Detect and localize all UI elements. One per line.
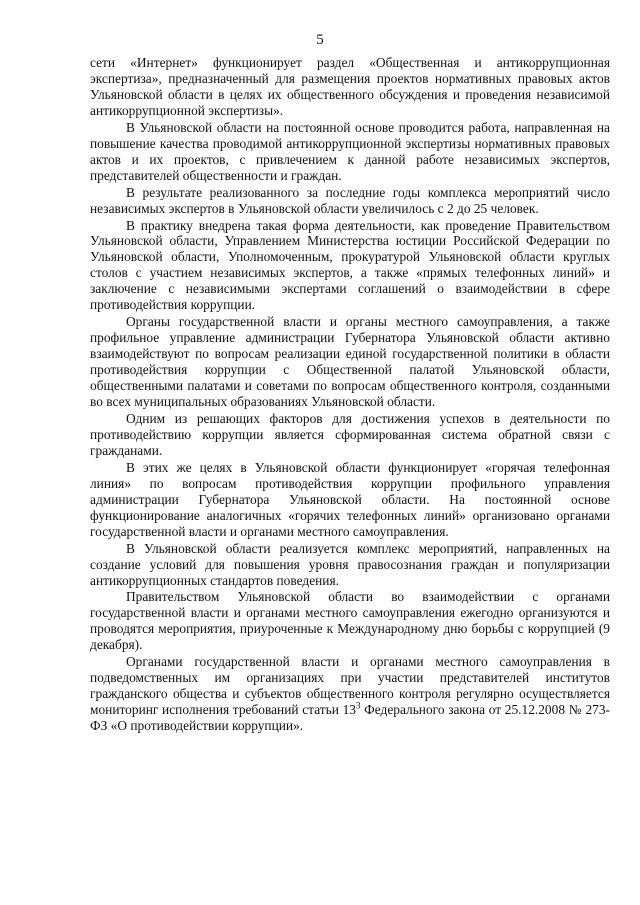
- paragraph-1: сети «Интернет» функционирует раздел «Общественная и антикоррупционная экспертиза», предназначенный для размещения проектов нормативных правовых актов Ульяновской области в целях их общественного обсуждения и проведения независимой антикоррупционной экспертизы».: [90, 55, 610, 118]
- paragraph-6: Одним из решающих факторов для достижения успехов в деятельности по противодействию коррупции является сформированная система обратной связи с гражданами.: [90, 410, 610, 458]
- paragraph-9: Правительством Ульяновской области во взаимодействии с органами государственной власти и органами местного самоуправления ежегодно организуются и проводятся мероприятия, приуроченные к Международному дню борьбы с коррупцией (9 декабря).: [90, 589, 610, 653]
- paragraph-3: В результате реализованного за последние годы комплекса мероприятий число независимых экспертов в Ульяновской области увеличилось с 2 до 25 человек.: [90, 184, 610, 216]
- paragraph-10: [90, 654, 610, 734]
- paragraph-10-tail: Федерального закона от 25.12.2008 № 273-ФЗ «О противодействии коррупции».: [90, 702, 611, 734]
- paragraph-2: В Ульяновской области на постоянной основе проводится работа, направленная на повышение качества проводимой антикоррупционной экспертизы нормативных правовых актов и их проектов, с привлечением к данной работе независимых экспертов, представителей общественности и граждан.: [90, 119, 610, 183]
- paragraph-4: В практику внедрена такая форма деятельности, как проведение Правительством Ульяновской области, Управлением Министерства юстиции Российской Федерации по Ульяновской области, Уполномоченным, прокуратурой Ульяновской области круглых столов с участием независимых экспертов, а также «прямых телефонных линий» и заключение с независимыми экспертами соглашений о взаимодействии в сфере противодействия коррупции.: [90, 217, 610, 313]
- page-number: 5: [316, 32, 324, 48]
- article-superscript: 3: [355, 700, 361, 711]
- paragraph-8: В Ульяновской области реализуется комплекс мероприятий, направленных на создание условий для повышения уровня правосознания граждан и популяризации антикоррупционных стандартов поведения.: [90, 540, 610, 588]
- paragraph-7: В этих же целях в Ульяновской области функционирует «горячая телефонная линия» по вопросам противодействия коррупции профильного управления администрации Губернатора Ульяновской области. На постоянной основе функционирование аналогичных «горячих телефонных линий» организовано органами государственной власти и органами местного самоуправления.: [90, 459, 610, 539]
- body-text: [90, 55, 610, 735]
- paragraph-10-text: Органами государственной власти и органами местного самоуправления в подведомственных им организациях при участии представителей институтов гражданского общества и субъектов общественного контроля регулярно осуществляется мониторинг исполнения требований статьи 13: [90, 654, 610, 718]
- paragraph-5: Органы государственной власти и органы местного самоуправления, а также профильное управление администрации Губернатора Ульяновской области активно взаимодействуют по вопросам реализации единой государственной политики в области противодействия коррупции с Общественной палатой Ульяновской области, общественными палатами и советами по вопросам общественного контроля, созданными во всех муниципальных образованиях Ульяновской области.: [90, 314, 610, 410]
